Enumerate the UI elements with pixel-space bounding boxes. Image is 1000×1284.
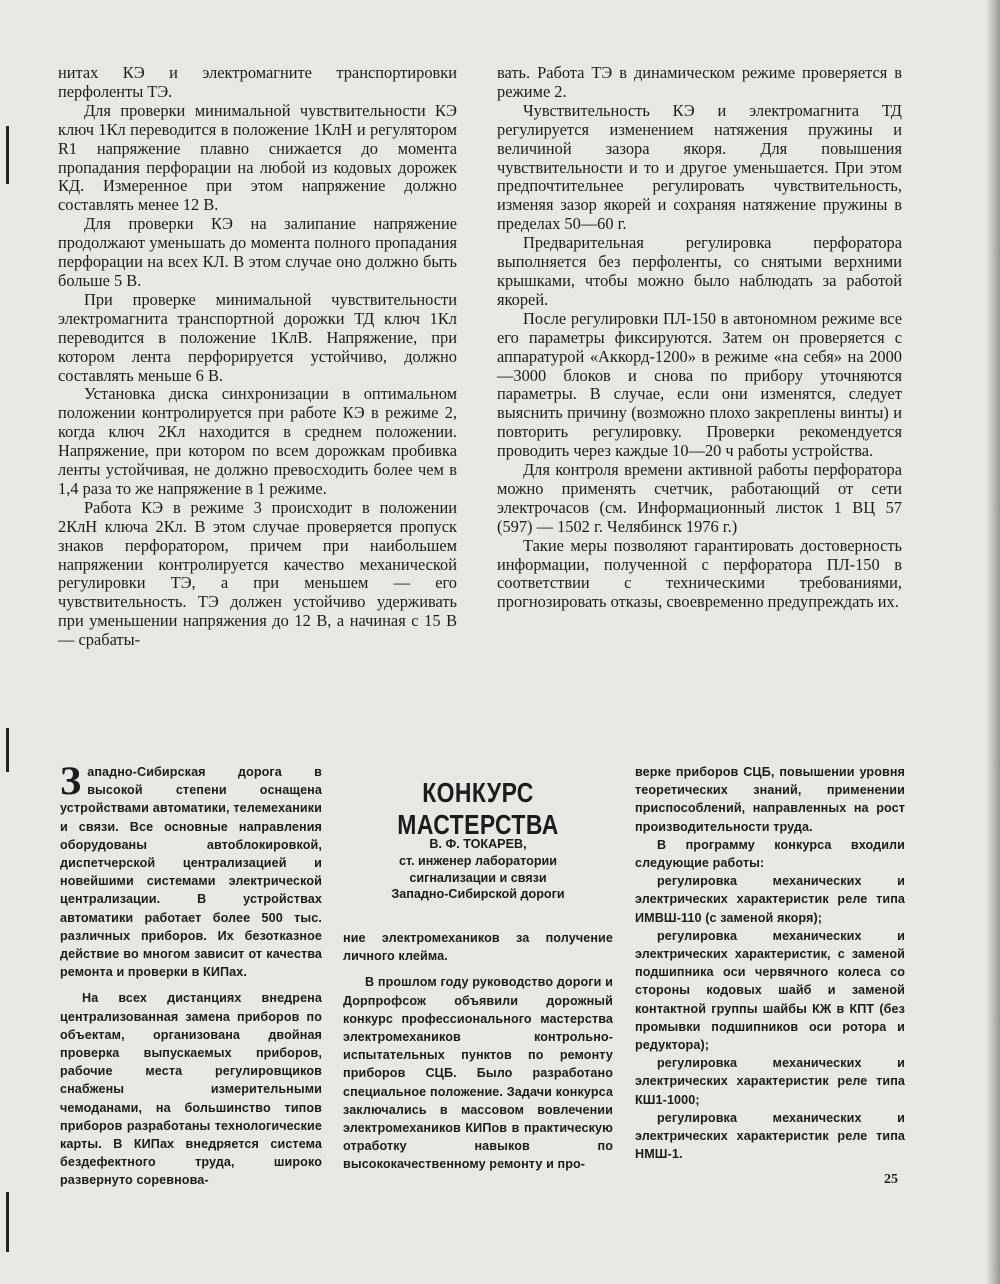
- article-title: КОНКУРС МАСТЕРСТВА: [397, 777, 559, 840]
- drop-cap: З: [60, 758, 82, 803]
- paragraph: нитах КЭ и электромагните транспортировки перфоленты ТЭ.: [58, 63, 457, 101]
- paragraph: Предварительная регулировка перфоратора выполняется без перфоленты, со снятыми верхними крышками, чтобы можно было наблюдать за работой якорей.: [497, 233, 902, 309]
- list-item: регулировка механических и электрических характеристик, с заменой подшипника оси червячного колеса со стороны кодовых шайб и заменой контактной группы шайбы КЖ в КПТ (без промывки подшипников оси ротора и редуктора);: [635, 928, 905, 1053]
- page-number: 25: [884, 1172, 898, 1187]
- list-item: регулировка механических и электрических характеристик реле типа КШ1-1000;: [635, 1056, 905, 1107]
- paragraph: В программу конкурса входили следующие работы:: [635, 837, 905, 871]
- paragraph: Для контроля времени активной работы перфоратора можно применять счетчик, работающий от сети электрочасов (см. Информационный листок 1 ВЦ 57 (597) — 1502 г. Челябинск 1976 г.): [497, 460, 902, 536]
- list-item: регулировка механических и электрических характеристик реле типа ИМВШ-110 (с заменой якоря);: [635, 874, 905, 925]
- binding-mark-middle: [6, 728, 9, 772]
- binding-mark-top: [6, 126, 9, 184]
- byline: [343, 836, 613, 903]
- page-edge-shadow: [986, 0, 1000, 1284]
- paragraph: Работа КЭ в режиме 3 происходит в положении 2КлН ключа 2Кл. В этом случае проверяется пропуск знаков перфоратором, причем при наибольшем напряжении контролируется качество механической регулировки ТЭ, а при меньшем — его чувствительность. ТЭ должен устойчиво удерживать при уменьшении напряжения до 12 В, а начиная с 15 В — срабаты-: [58, 497, 457, 650]
- list-item: регулировка механических и электрических характеристик реле типа НМШ-1.: [635, 1110, 905, 1162]
- paragraph: При проверке минимальной чувствительности электромагнита транспортной дорожки ТД ключ 1Кл переводится в положение 1КлВ. Напряжение, при котором лента перфорируется устойчиво, должно составлять меньше 6 В.: [58, 289, 457, 385]
- paragraph: вать. Работа ТЭ в динамическом режиме проверяется в режиме 2.: [497, 63, 902, 101]
- author-name: В. Ф. ТОКАРЕВ,: [429, 837, 527, 851]
- paragraph: Установка диска синхронизации в оптимальном положении контролируется при работе КЭ в режиме 2, когда ключ 2Кл находится в среднем положении. Напряжение, при котором по всем дорожкам пробивка ленты устойчивая, не должно превосходить более чем в 1,4 раза то же напряжение в 1 режиме.: [58, 384, 457, 498]
- article-bottom-column-middle: [343, 929, 613, 1174]
- paragraph: После регулировки ПЛ-150 в автономном режиме все его параметры фиксируются. Затем он проверяется с аппаратурой «Аккорд-1200» в режиме «на себя» на 2000—3000 блоков и снова по прибору уточняются параметры. В случае, если они изменятся, следует выяснить причину (возможно плохо закреплены винты) и повторить регулировку. Проверки рекомендуется проводить через каждые 10—20 ч работы устройства.: [497, 308, 902, 461]
- paragraph: верке приборов СЦБ, повышении уровня теоретических знаний, применении приспособлений, направленных на рост производительности труда.: [635, 765, 905, 834]
- paragraph: ападно-Сибирская дорога в высокой степени оснащена устройствами автоматики, телемеханики и связи. Все основные направления оборудованы автоблокировкой, диспетчерской централизацией и новейшими системами электрической централизации. В устройствах автоматики работает более 500 тыс. различных приборов. Их безотказное действие во многом зависит от качества ремонта и проверки в КИПах.: [60, 765, 322, 980]
- paragraph: В прошлом году руководство дороги и Дорпрофсож объявили дорожный конкурс профессионального мастерства электромехаников контрольно-испытательных пунктов по ремонту приборов СЦБ. Было разработано специальное положение. Задачи конкурса заключались в массовом вовлечении электромехаников КИПов в практическую отработку навыков по высококачественному ремонту и про-: [343, 975, 613, 1172]
- paragraph: На всех дистанциях внедрена централизованная замена приборов по объектам, организована двойная проверка выпускаемых приборов, рабочие места регулировщиков снабжены измерительными чемоданами, на большинство типов приборов разработаны технологические карты. В КИПах внедряется система бездефектного труда, широко развернуто соревнова-: [60, 991, 322, 1188]
- paragraph: ние электромехаников за получение личного клейма.: [343, 931, 613, 964]
- paragraph: Такие меры позволяют гарантировать достоверность информации, полученной с перфоратора ПЛ-150 в соответствии с техническими требованиями, прогнозировать отказы, своевременно предупреждать их.: [497, 535, 902, 612]
- paragraph: Для проверки КЭ на залипание напряжение продолжают уменьшать до момента полного пропадания перфорации на всех КЛ. В этом случае оно должно быть больше 5 В.: [58, 214, 457, 290]
- article-top-column-right: [497, 64, 902, 612]
- article-top-column-left: [58, 64, 457, 650]
- author-position-line: ст. инженер лаборатории: [398, 854, 558, 869]
- article-bottom-column-left: [60, 758, 322, 1190]
- author-position-line: Западно-Сибирской дороги: [391, 887, 565, 902]
- author-position-line: сигнализации и связи: [409, 870, 547, 885]
- article-bottom-column-right: [635, 763, 905, 1163]
- paragraph: Чувствительность КЭ и электромагнита ТД регулируется изменением натяжения пружины и величиной зазора якоря. Для повышения чувствительности и то и другое уменьшается. При этом предпочтительнее регулировать чувствительность, изменяя зазор якорей и сохраняя натяжение пружины в пределах 50—60 г.: [497, 100, 902, 234]
- paragraph: Для проверки минимальной чувствительности КЭ ключ 1Кл переводится в положение 1КлН и регулятором R1 напряжение плавно снижается до момента пропадания перфорации на любой из кодовых дорожек КД. Измеренное при этом напряжение должно составлять менее 12 В.: [58, 100, 457, 215]
- binding-mark-bottom: [6, 1192, 9, 1252]
